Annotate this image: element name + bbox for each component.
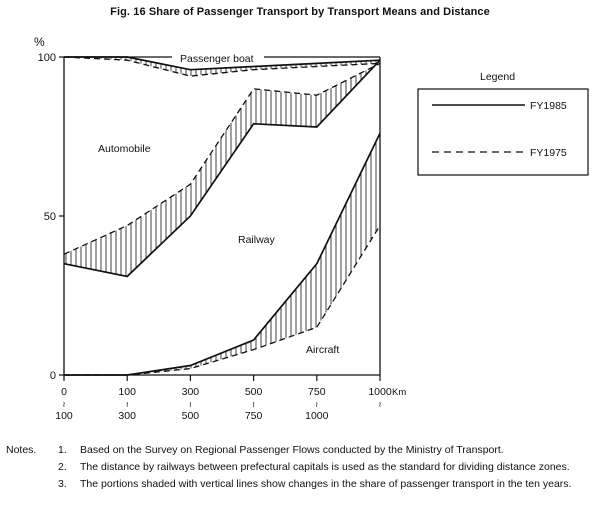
aircraft-label: Aircraft — [306, 344, 340, 356]
x-tick-label-top: 500 — [244, 386, 263, 398]
x-tick-label-top: 0 — [61, 386, 67, 398]
note-text: The portions shaded with vertical lines show changes in the share of passenger transport in the ten years. — [80, 478, 572, 490]
x-tick-range-mark: ≀ — [378, 400, 382, 409]
series-lines — [64, 57, 380, 375]
x-tick-range-mark: ≀ — [125, 400, 129, 409]
y-tick-label: 0 — [49, 370, 56, 382]
x-tick-label-bottom: 300 — [118, 410, 136, 422]
x-tick-label-bottom: 750 — [244, 410, 263, 422]
axes — [34, 35, 380, 375]
x-tick-label-bottom: 100 — [55, 410, 73, 422]
legend-fy1975-label: FY1975 — [530, 147, 567, 159]
note-number: 1. — [58, 444, 67, 456]
note-text: Based on the Survey on Regional Passenger Flows conducted by the Ministry of Transport. — [80, 444, 504, 456]
x-tick-label-top: 100 — [118, 386, 136, 398]
note-item — [58, 477, 588, 491]
passenger-boat-label: Passenger boat — [180, 53, 254, 65]
x-tick-range-mark: ≀ — [315, 400, 319, 409]
note-text: The distance by railways between prefectural capitals is used as the standard for dividing distance zones. — [80, 461, 570, 473]
notes-label: Notes. — [6, 444, 37, 456]
fy1975-automobile-railway-line — [64, 63, 380, 254]
y-tick-label: 50 — [43, 211, 56, 223]
railway-label: Railway — [238, 234, 275, 246]
note-number: 2. — [58, 461, 67, 473]
y-ticks — [38, 52, 64, 382]
x-tick-label-top: 300 — [181, 386, 200, 398]
y-axis-unit: % — [34, 35, 45, 49]
x-tick-label-bottom: 500 — [181, 410, 200, 422]
automobile-label: Automobile — [98, 143, 151, 155]
chart-title: Fig. 16 Share of Passenger Transport by Transport Means and Distance — [110, 6, 490, 18]
legend — [418, 71, 588, 175]
x-tick-label-top: 1000 — [368, 386, 392, 398]
note-item — [58, 460, 588, 474]
x-tick-range-mark: ≀ — [62, 400, 66, 409]
legend-title: Legend — [480, 71, 516, 83]
x-tick-label-top: 750 — [308, 386, 326, 398]
y-tick-label: 100 — [37, 52, 56, 64]
change-hatching — [66, 57, 376, 372]
x-tick-label-bottom: 1000 — [305, 410, 329, 422]
region-labels — [98, 52, 339, 356]
x-tick-range-mark: ≀ — [252, 400, 256, 409]
x-tick-range-mark: ≀ — [188, 400, 192, 409]
note-number: 3. — [58, 478, 67, 490]
x-ticks — [55, 375, 406, 422]
notes-list — [58, 443, 588, 494]
legend-fy1985-label: FY1985 — [530, 100, 567, 112]
x-axis-unit: Km — [392, 387, 407, 398]
note-item — [58, 443, 588, 457]
